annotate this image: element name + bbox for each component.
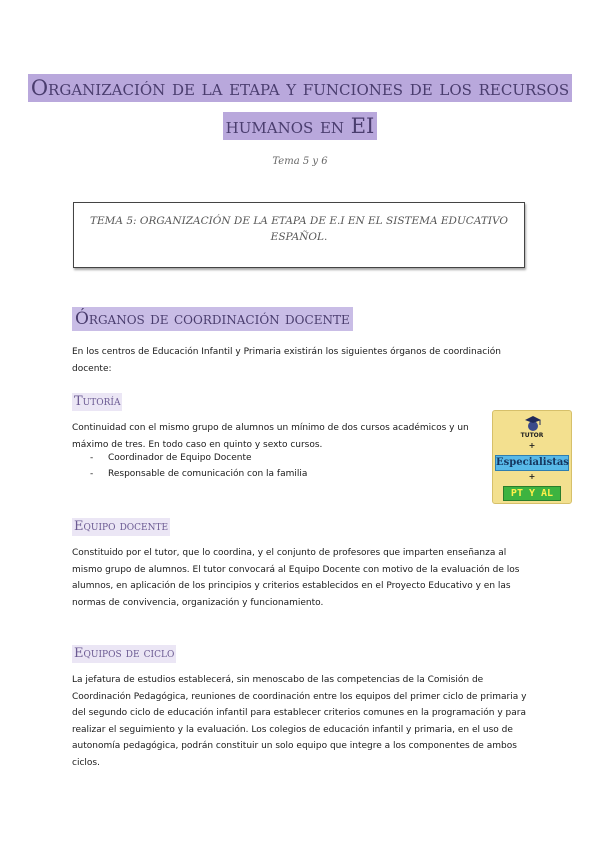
tutor-label: TUTOR (520, 432, 544, 439)
section-intro: En los centros de Educación Infantil y Primaria existirán los siguientes órganos de coordinación docente: (72, 347, 501, 374)
tutoria-text: Continuidad con el mismo grupo de alumnos un mínimo de dos cursos académicos y un máximo de tres. En todo caso en quinto y sexto cursos. (72, 423, 469, 450)
topic-box (73, 202, 525, 268)
topic-box-line-2: ESPAÑOL. (270, 231, 328, 243)
plus-sign: + (528, 472, 536, 481)
title-line-1: Organización de la etapa y funciones de los recursos (28, 74, 572, 102)
especialistas-label: Especialistas (495, 455, 569, 471)
tutor-specialists-graphic (492, 410, 572, 504)
list-item: - Coordinador de Equipo Docente (88, 451, 307, 467)
equipos-ciclo-heading: Equipos de ciclo (74, 646, 175, 661)
section-heading: Órganos de coordinación docente (72, 307, 353, 331)
equipo-docente-heading: Equipo docente (74, 519, 169, 534)
document-title (0, 74, 600, 140)
graduation-cap-icon (524, 415, 542, 433)
list-item: - Responsable de comunicación con la familia (88, 467, 307, 483)
document-subtitle: Tema 5 y 6 (272, 156, 328, 167)
equipos-ciclo-text: La jefatura de estudios establecerá, sin menoscabo de las competencias de la Comisión de Coordinación Pedagógica, reuniones de coordinación entre los equipos del primer ciclo de primaria y del segundo ciclo de educación infantil para establecer criterios comunes en la programación y para realizar el seguimiento y la evaluación. Los colegios de educación infantil y primaria, en el uso de autonomía pedagógica, podrán constituir un solo equipo que integre a los componentes de ambos ciclos. (72, 675, 527, 768)
pt-al-label: PT Y AL (503, 486, 561, 501)
topic-box-line-1: TEMA 5: ORGANIZACIÓN DE LA ETAPA DE E.I EN EL SISTEMA EDUCATIVO (90, 215, 509, 227)
tutoria-list (88, 451, 307, 482)
plus-sign: + (528, 441, 536, 450)
title-line-2: humanos en EI (223, 112, 378, 140)
equipo-docente-text: Constituido por el tutor, que lo coordina, y el conjunto de profesores que imparten enseñanza al mismo grupo de alumnos. El tutor convocará al Equipo Docente con motivo de la evaluación de los alumnos, en aplicación de los principios y criterios establecidos en el Proyecto Educativo y en las normas de convivencia, organización y funcionamiento. (72, 548, 520, 608)
tutoria-heading: Tutoría (74, 394, 121, 409)
